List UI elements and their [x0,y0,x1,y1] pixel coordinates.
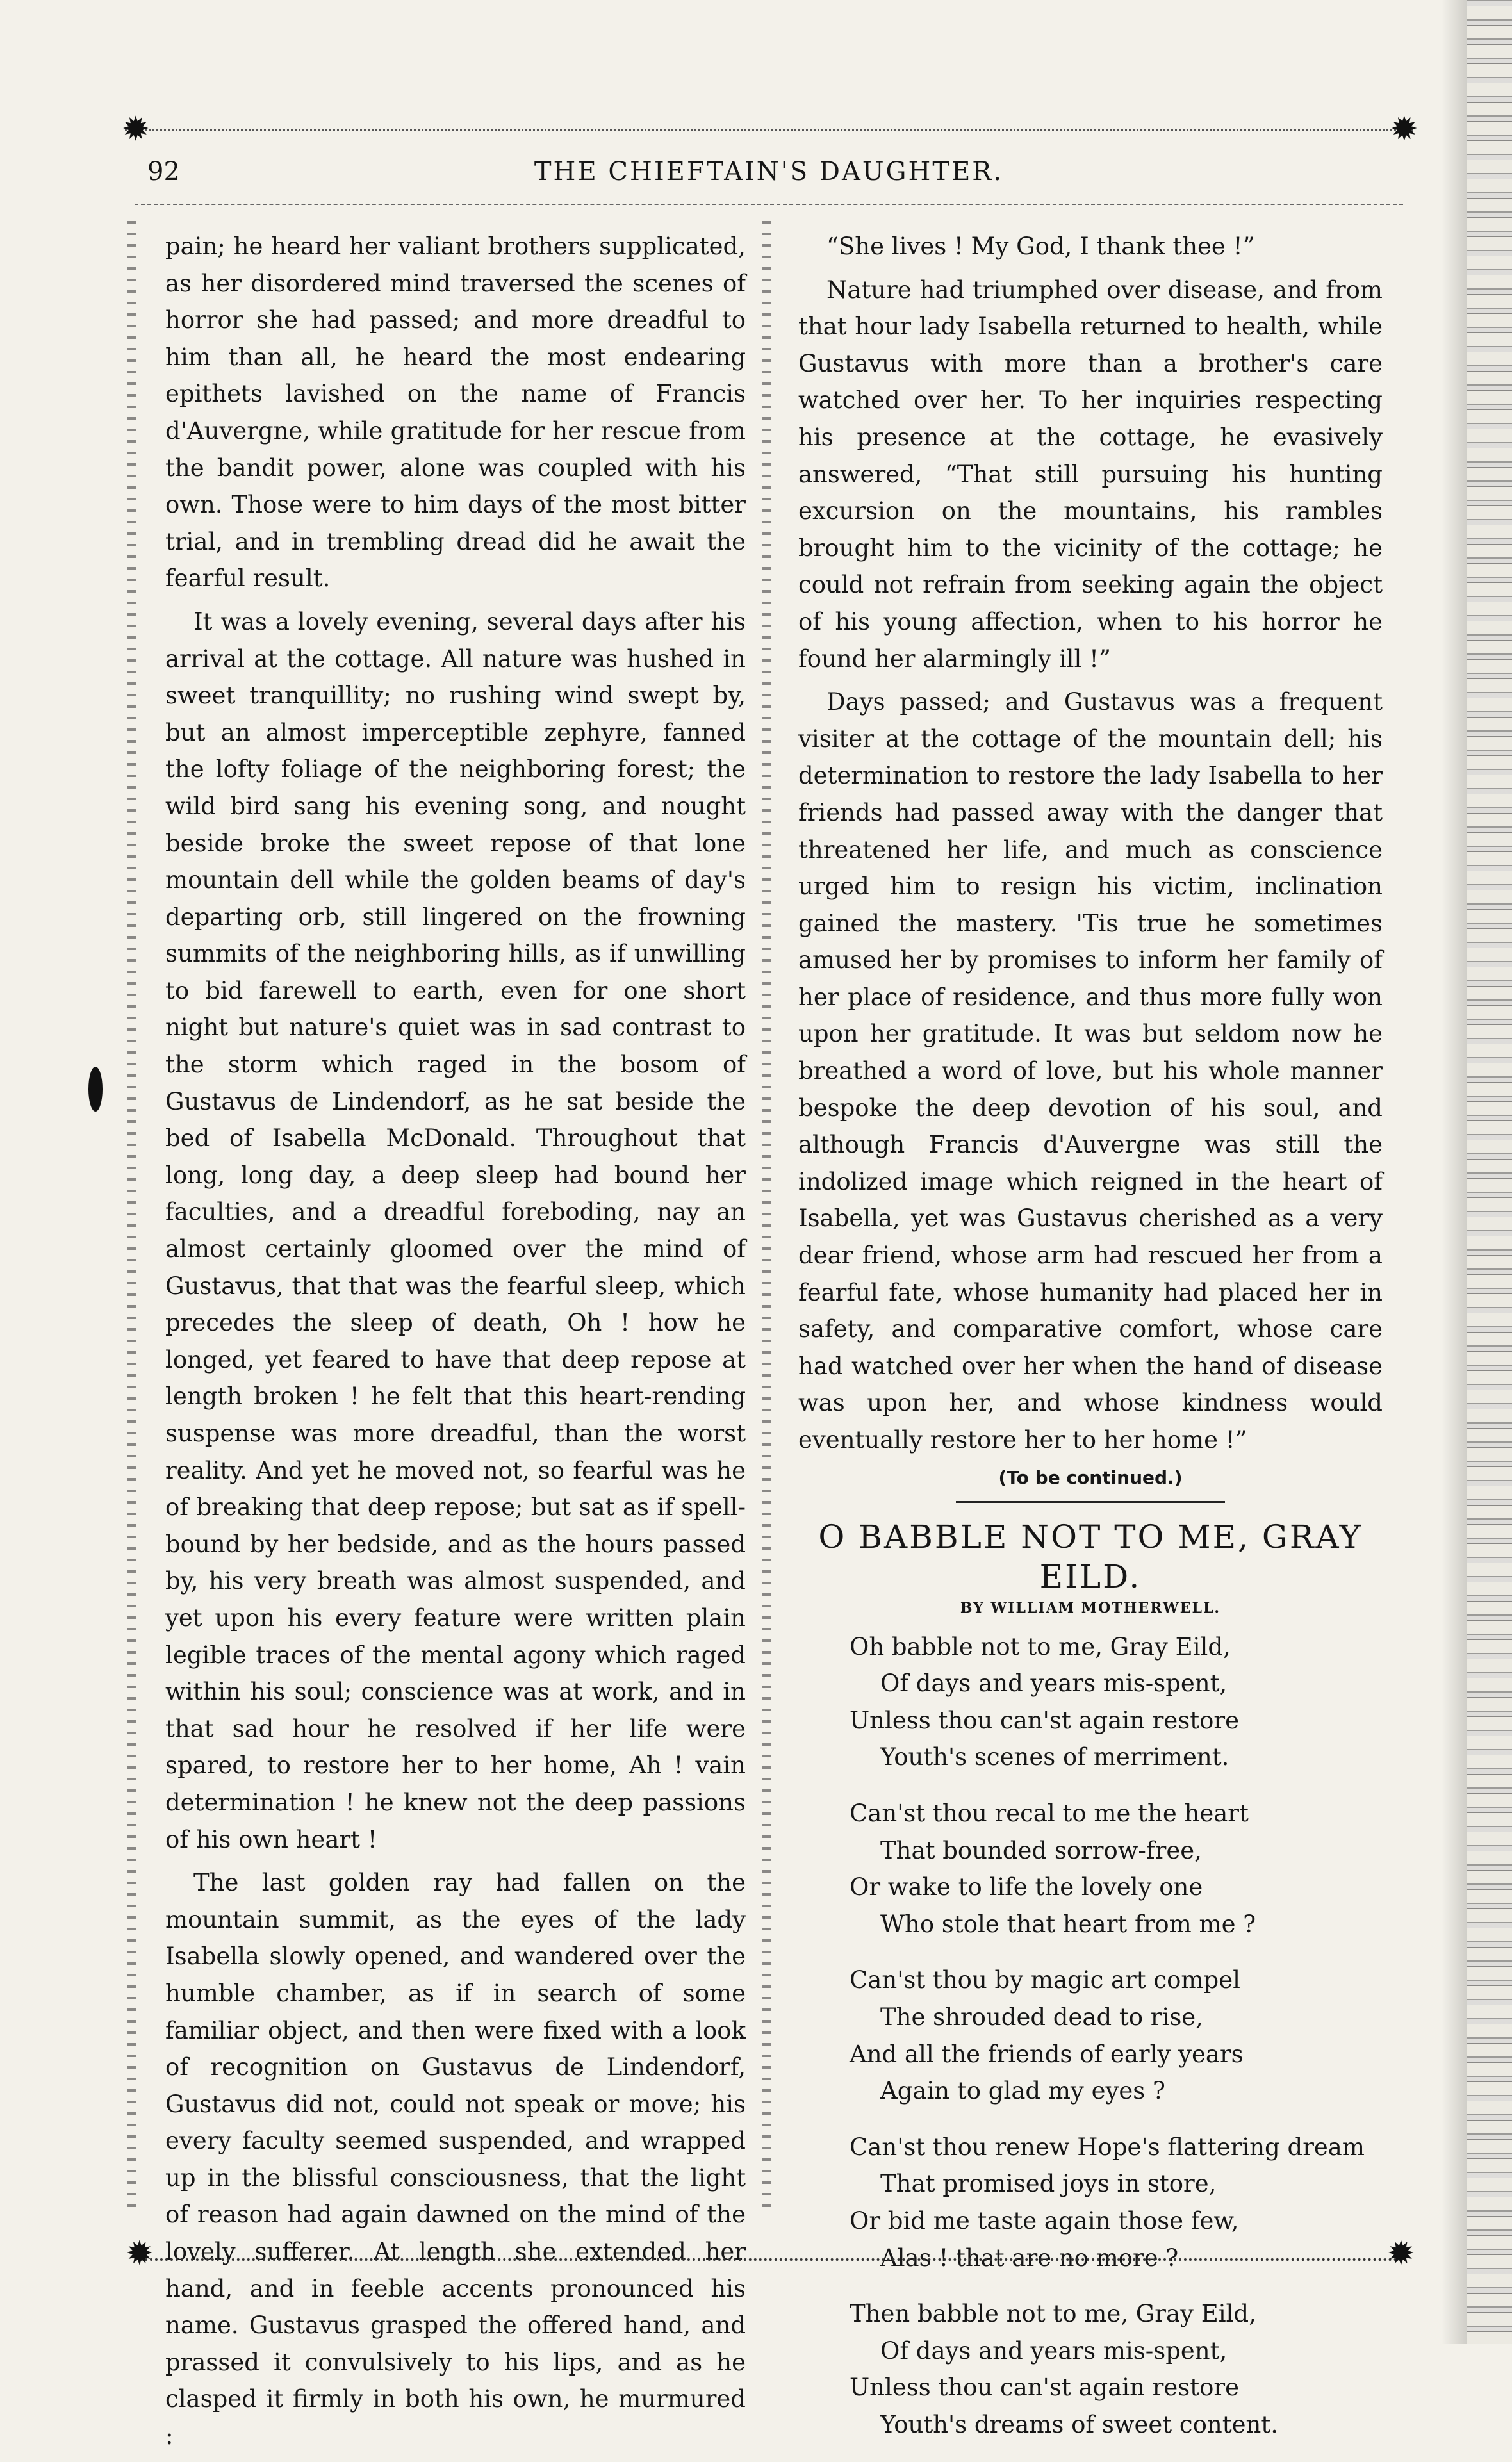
poem-line: Can'st thou recal to me the heart [850,1799,1249,1827]
poem-line: Of days and years mis-spent, [880,2336,1228,2365]
poem-line: Youth's dreams of sweet content. [880,2410,1278,2438]
paragraph: pain; he heard her valiant brothers supplicated, as her disordered mind traversed the scenes of horror she had passed; and more dreadful to him than all, he heard the most endearing epithets lavished on the name of Francis d'Auvergne, while gratitude for her rescue from the bandit power, alone was coupled with his own. Those were to him days of the most bitter trial, and in trembling dread did he await the fearful result. [165,233,746,593]
poem-line: And all the friends of early years [850,2040,1244,2068]
poem-line: Unless thou can'st again restore [850,2374,1239,2402]
paragraph: The last golden ray had fallen on the mountain summit, as the eyes of the lady Isabella slowly opened, and wandered over the humble chamber, as if in search of some familiar object, and then were fixed with a look of recognition on Gustavus de Lindendorf, Gustavus did not, could not speak or move; his every faculty seemed suspended, and wrapped up in the blissful consciousness, that the light of reason had again dawned on the mind of the lovely sufferer. At length she extended her hand, and in feeble accents pronounced his name. Gustavus grasped the offered hand, and prassed it convulsively to his lips, and as he clasped it firmly in both his own, he murmured : [165,1869,746,2450]
ornament-bottom-right: ✹ [1387,2235,1415,2273]
scan-shadow [1442,0,1467,2344]
paragraph: “She lives ! My God, I thank thee !” [826,233,1255,260]
ink-blot [88,1067,103,1112]
paragraph: It was a lovely evening, several days after his arrival at the cottage. All nature was hushed in sweet tranquillity; no rushing wind swept by, but an almost imperceptible zephyre, fanned the lofty foliage of the neighboring forest; the wild bird sang his evening song, and nought beside broke the sweet repose of that lone mountain dell while the golden beams of day's departing orb, still lingered on the frowning summits of the neighboring hills, as if unwilling to bid farewell to earth, even for one short night but nature's quiet was in sad contrast to the storm which raged in the bosom of Gustavus de Lindendorf, as he sat beside the bed of Isabella McDonald. Throughout that long, long day, a deep sleep had bound her faculties, and a dreadful foreboding, nay an almost certainly gloomed over the mind of Gustavus, that that was the fearful sleep, which precedes the sleep of death, Oh ! how he longed, yet feared to have that deep repose at length broken ! he felt that this heart-rending suspense was more dreadful, than the worst reality. And yet he moved not, so fearful was he of breaking that deep repose; but sat as if spell-bound by her bedside, and as the hours passed by, his very breath was almost suspended, and yet upon his every feature were written plain legible traces of the mental agony which raged within his soul; conscience was at work, and in that sad hour he resolved if her life were spared, to restore her to her home, Ah ! vain determination ! he knew not the deep passions of his own heart ! [165,607,746,1853]
page-number: 92 [147,157,180,186]
poem-line: Can'st thou by magic art compel [850,1966,1240,1994]
poem-line: Then babble not to me, Gray Eild, [850,2300,1256,2328]
poem-stanza [850,1962,1383,2109]
poem-stanza [850,2295,1383,2443]
poem-line: Of days and years mis-spent, [880,1670,1228,1698]
poem-line: Unless thou can'st again restore [850,1706,1239,1734]
poem-line: Or wake to life the lovely one [850,1873,1203,1901]
poem-line: Alas ! that are no more ? [880,2244,1179,2272]
ornament-bottom-left: ✹ [126,2235,154,2273]
to-be-continued: (To be continued.) [998,1466,1183,1488]
section-separator [956,1501,1225,1503]
poem-line: That promised joys in store, [880,2170,1217,2198]
poem-line: Youth's scenes of merriment. [880,1743,1229,1771]
poem-line: Can'st thou renew Hope's flattering dream [850,2133,1365,2161]
poem-line: Who stole that heart from me ? [880,1910,1256,1938]
poem-line: Again to glad my eyes ? [880,2077,1165,2105]
column-divider [762,221,771,2213]
running-head: THE CHIEFTAIN'S DAUGHTER. [534,157,1004,186]
poem-stanza [850,1795,1383,1942]
poem-line: Or bid me taste again those few, [850,2206,1239,2235]
paragraph: Nature had triumphed over disease, and from that hour lady Isabella returned to health, while Gustavus with more than a brother's care watched over her. To her inquiries respecting his presence at the cottage, he evasively answered, “That still pursuing his hunting excursion on the mountains, his rambles brought him to the vicinity of the cottage; he could not refrain from seeking again the object of his young affection, when to his horror he found her alarmingly ill !” [798,275,1383,673]
left-column [165,228,746,2461]
poem-line: The shrouded dead to rise, [880,2003,1203,2031]
poem-title: O BABBLE NOT TO ME, GRAY EILD. [818,1518,1363,1595]
left-margin-rule [127,221,136,2213]
poem-stanza [850,1629,1383,1776]
right-column [798,228,1383,2462]
ornament-top-left: ✹ [122,110,150,149]
scan-edge [1467,0,1512,2344]
poem-line: Oh babble not to me, Gray Eild, [850,1632,1231,1661]
top-ornamental-rule [125,114,1413,131]
poem-line: That bounded sorrow-free, [880,1836,1202,1864]
ornament-top-right: ✹ [1390,110,1418,149]
header-rule [135,204,1403,205]
bottom-ornamental-rule [135,2245,1403,2261]
poem-author: BY WILLIAM MOTHERWELL. [960,1599,1221,1616]
paragraph: Days passed; and Gustavus was a frequent visiter at the cottage of the mountain dell; his determination to restore the lady Isabella to her friends had passed away with the danger that threatened her life, and much as conscience urged him to resign his victim, inclination gained the mastery. 'Tis true he sometimes amused her by promises to inform her family of her place of residence, and thus more fully won upon her gratitude. It was but seldom now he breathed a word of love, but his whole manner bespoke the deep devotion of his soul, and although Francis d'Auvergne was still the indolized image which reigned in the heart of Isabella, yet was Gustavus cherished as a very dear friend, whose arm had rescued her from a fearful fate, whose humanity had placed her in safety, and comparative comfort, whose care had watched over her when the hand of disease was upon her, and whose kindness would eventually restore her to her home !” [798,688,1383,1454]
